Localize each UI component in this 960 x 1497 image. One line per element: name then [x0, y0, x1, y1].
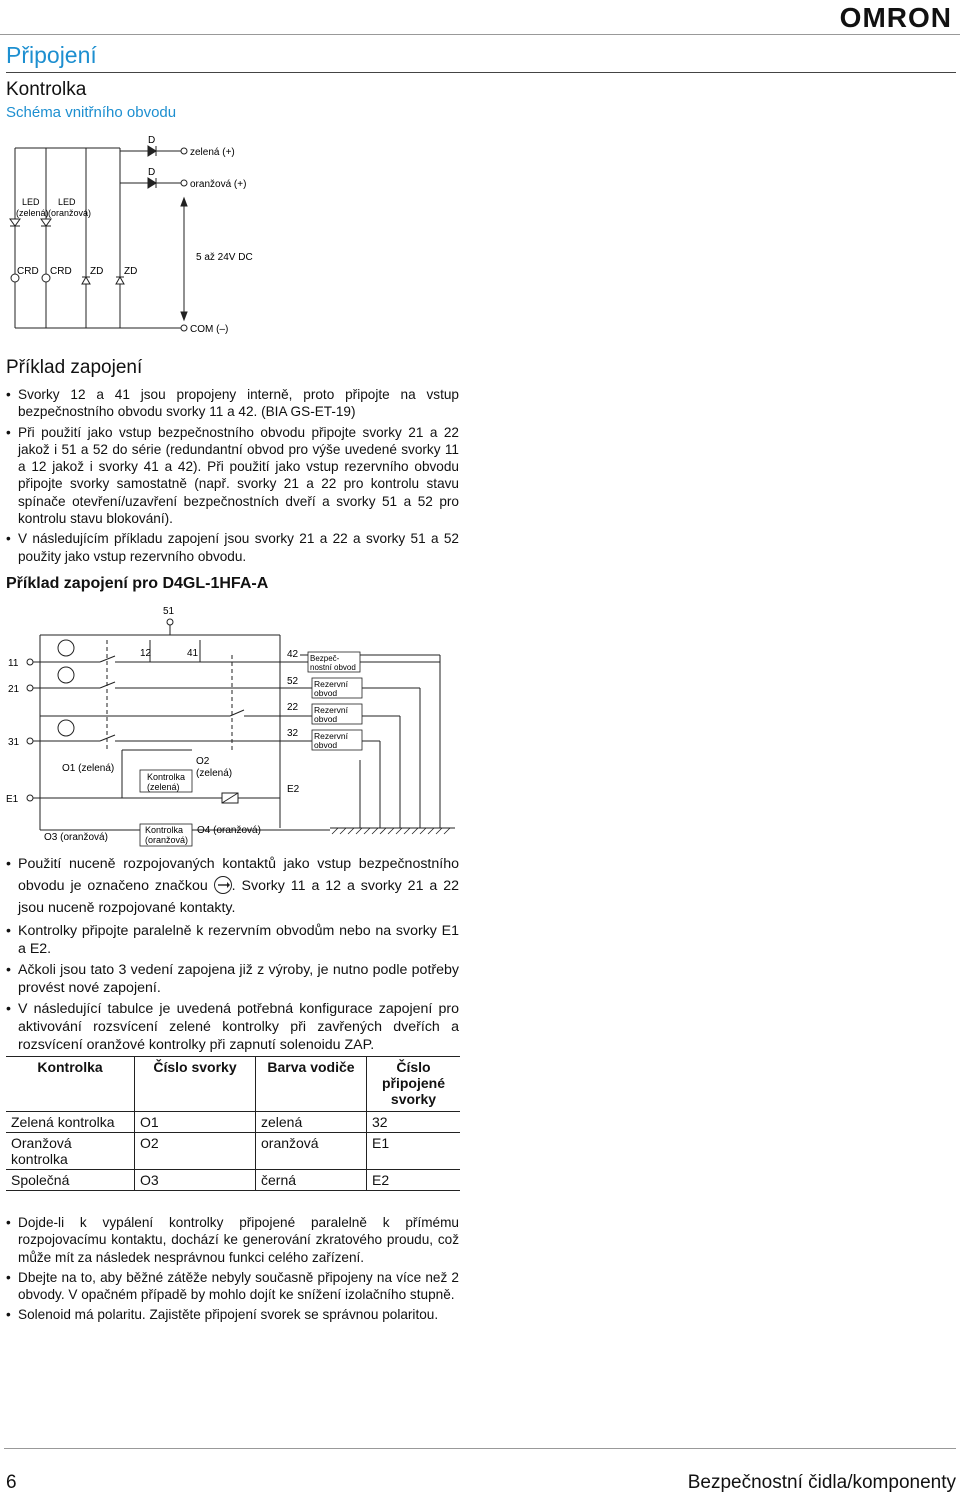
- terminal-42: 42: [287, 649, 299, 660]
- terminal-22: 22: [287, 702, 299, 713]
- terminal-31: 31: [8, 737, 20, 748]
- table-cell: O1: [135, 1112, 256, 1133]
- page-number: 6: [6, 1472, 17, 1493]
- terminal-E1: E1: [6, 794, 19, 805]
- led-green-label: LED: [22, 197, 40, 207]
- table-cell: černá: [256, 1170, 367, 1191]
- table-cell: zelená: [256, 1112, 367, 1133]
- terminal-52: 52: [287, 676, 299, 687]
- lamp-green-label-b: (zelená): [147, 782, 180, 792]
- com-label: COM (–): [190, 324, 229, 335]
- safety-label-2: nostní obvod: [310, 663, 356, 672]
- reserve-label-2b: obvod: [314, 714, 338, 724]
- table-cell: 32: [367, 1112, 461, 1133]
- supply-label: 5 až 24V DC: [196, 252, 253, 263]
- final-bullets: [6, 1214, 459, 1327]
- final-bullet-2: • Dbejte na to, aby běžné zátěže nebyly současně připojeny na více než 2 obvody. V opačném případě by mohlo dojít ke snížení izolačního stupně.: [6, 1269, 459, 1304]
- lamp-green-label-a: Kontrolka: [147, 772, 186, 782]
- terminal-32: 32: [287, 728, 299, 739]
- green-plus-label: zelená (+): [190, 147, 235, 158]
- after-bullet-1: [6, 853, 459, 919]
- wiring-example-diagram: [0, 600, 460, 850]
- terminal-12: 12: [140, 648, 152, 659]
- title-rule: [6, 72, 956, 73]
- terminal-11: 11: [8, 658, 19, 669]
- table-row: [6, 1170, 460, 1191]
- after-bullet-1-a: Použití nuceně rozpojovaných kontaktů jako vstup bezpečnostního: [18, 856, 459, 872]
- wiring-title: Příklad zapojení: [6, 357, 143, 378]
- subsection-subtitle: Schéma vnitřního obvodu: [6, 104, 177, 121]
- after-bullet-4: • V následující tabulce je uvedená potřebná konfigurace zapojení pro aktivování rozsvícení zelené kontrolky při zavřených dveřích a rozsvícení oranžové kontrolky při zapnutí solenoidu ZAP.: [6, 1000, 459, 1054]
- subsection-title: Kontrolka: [6, 79, 87, 100]
- header-rule: [0, 34, 960, 35]
- o3-label: O3 (oranžová): [44, 832, 108, 843]
- wiring-bullet-2: • Při použití jako vstup bezpečnostního obvodu připojte svorky 21 a 22 jakož i 51 a 52 do série (redundantní obvod pro výše uvedené svorky 11 a 12 jakož i svorky 41 a 42). Při použití jako vstup rezervního obvodu připojte svorky samostatně (např. svorky 21 a 22 pro kontrolu stavu spínače otevření/uzavření bezpečnostních dveří a svorky 51 a 52 pro kontrolu stavu blokování).: [6, 424, 459, 528]
- crd-label-2: CRD: [50, 266, 72, 277]
- lamp-orange-label-a: Kontrolka: [145, 825, 184, 835]
- table-cell: E2: [367, 1170, 461, 1191]
- omron-logo: OMRON: [839, 2, 952, 33]
- after-diagram-bullets: [6, 853, 459, 1057]
- wiring-table: [6, 1056, 460, 1191]
- zd-label-2: ZD: [124, 266, 138, 277]
- orange-plus-label: oranžová (+): [190, 179, 247, 190]
- footer-title: Bezpečnostní čidla/komponenty: [687, 1472, 956, 1493]
- after-bullet-2: • Kontrolky připojte paralelně k rezervním obvodům nebo na svorky E1 a E2.: [6, 922, 459, 958]
- terminal-21: 21: [8, 684, 20, 695]
- safety-label-1: Bezpeč-: [310, 654, 340, 663]
- forced-disconnect-icon: [214, 876, 232, 894]
- reserve-label-3b: obvod: [314, 740, 338, 750]
- table-cell: Společná: [6, 1170, 135, 1191]
- table-cell: O3: [135, 1170, 256, 1191]
- table-cell: O2: [135, 1133, 256, 1170]
- reserve-label-3a: Rezervní: [314, 731, 349, 741]
- reserve-label-1a: Rezervní: [314, 679, 349, 689]
- table-row: [6, 1112, 460, 1133]
- example-title: Příklad zapojení pro D4GL-1HFA-A: [6, 575, 269, 592]
- section-title: Připojení: [6, 42, 97, 68]
- table-cell: Oranžová kontrolka: [6, 1133, 135, 1170]
- table-cell: Zelená kontrolka: [6, 1112, 135, 1133]
- wiring-bullet-1: • Svorky 12 a 41 jsou propojeny interně, proto připojte na vstup bezpečnostního obvodu svorky 11 a 42. (BIA GS-ET-19): [6, 386, 459, 421]
- o1-label: O1 (zelená): [62, 763, 115, 774]
- table-cell: E1: [367, 1133, 461, 1170]
- table-header-cell: Kontrolka: [6, 1057, 135, 1112]
- o2-label-b: (zelená): [196, 768, 233, 779]
- diode-label-2: D: [148, 167, 156, 178]
- reserve-label-1b: obvod: [314, 688, 338, 698]
- led-green-color: (zelená): [16, 208, 49, 218]
- reserve-label-2a: Rezervní: [314, 705, 349, 715]
- table-header-cell: Barva vodiče: [256, 1057, 367, 1112]
- o2-label-a: O2: [196, 756, 210, 767]
- table-header-cell: Číslo připojené svorky: [367, 1057, 461, 1112]
- after-bullet-1-c: . Svorky 11 a 12 a svorky 21 a 22: [231, 878, 459, 894]
- wiring-bullets: [6, 386, 459, 568]
- terminal-41: 41: [187, 648, 199, 659]
- o4-label: O4 (oranžová): [197, 825, 261, 836]
- table-cell: oranžová: [256, 1133, 367, 1170]
- after-bullet-1-d: jsou nuceně rozpojované kontakty.: [18, 900, 236, 916]
- lamp-orange-label-b: (oranžová): [145, 835, 189, 845]
- table-header-row: [6, 1057, 460, 1112]
- final-bullet-3: • Solenoid má polaritu. Zajistěte připojení svorek se správnou polaritou.: [6, 1306, 459, 1323]
- internal-circuit-diagram: [0, 128, 300, 343]
- footer-rule: [4, 1448, 956, 1449]
- crd-label-1: CRD: [17, 266, 39, 277]
- zd-label-1: ZD: [90, 266, 104, 277]
- after-bullet-1-b: obvodu je označeno značkou: [18, 878, 208, 894]
- table-row: [6, 1133, 460, 1170]
- wiring-bullet-3: • V následujícím příkladu zapojení jsou svorky 21 a 22 a svorky 51 a 52 použity jako vstup rezervního obvodu.: [6, 530, 459, 565]
- final-bullet-1: • Dojde-li k vypálení kontrolky připojené paralelně k přímému rozpojovacímu kontaktu, dochází ke generování zkratového proudu, což může mít za následek nesprávnou funkci celého zařízení.: [6, 1214, 459, 1266]
- led-orange-color: (oranžová): [48, 208, 92, 218]
- diode-label-1: D: [148, 135, 156, 146]
- terminal-51: 51: [163, 606, 175, 617]
- terminal-E2: E2: [287, 784, 300, 795]
- after-bullet-3: • Ačkoli jsou tato 3 vedení zapojena již z výroby, je nutno podle potřeby provést nové zapojení.: [6, 961, 459, 997]
- led-orange-label: LED: [58, 197, 76, 207]
- table-header-cell: Číslo svorky: [135, 1057, 256, 1112]
